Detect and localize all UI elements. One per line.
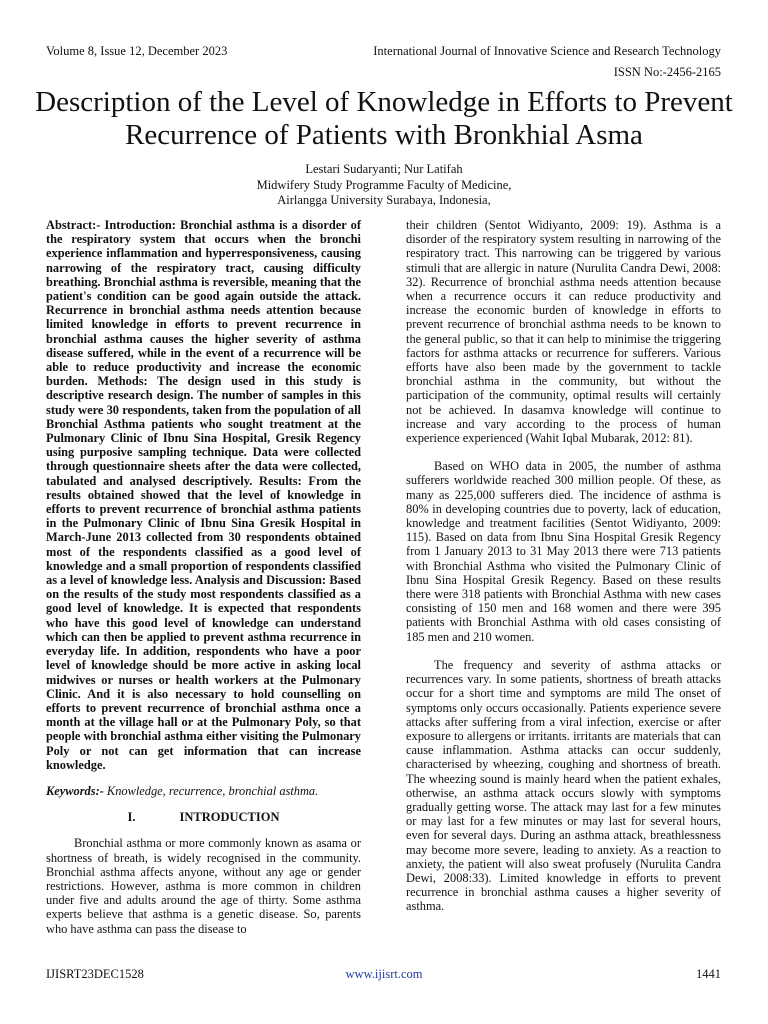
author-names: Lestari Sudaryanti; Nur Latifah xyxy=(305,162,463,176)
section-heading-introduction xyxy=(46,810,361,824)
section-number: I. xyxy=(127,810,136,825)
author-block xyxy=(0,162,768,209)
header-journal: International Journal of Innovative Science and Research Technology xyxy=(373,44,721,58)
header-volume: Volume 8, Issue 12, December 2023 xyxy=(46,44,228,58)
paper-title: Description of the Level of Knowledge in Efforts to Prevent Recurrence of Patients with Bronkhial Asma xyxy=(35,86,733,151)
right-paragraph-1: their children (Sentot Widiyanto, 2009: 19). Asthma is a disorder of the respiratory system resulting in narrowing of the respiratory tract. This narrowing can be triggered by various stimuli that are allergic in nature (Nurulita Candra Dewi, 2008: 32). Recurrence of bronchial asthma needs attention because when a recurrence occurs it can reduce productivity and increase the economic burden of knowledge in efforts to prevent recurrence of bronchial asthma needs to be known to the general public, so that it can help to minimise the triggering factors for asthma attacks or recurrence for sufferers. Various efforts have also been made by the government to tackle bronchial asthma in the community, but without the participation of the community, optimal results will certainly not be achieved. In dasamva knowledge will continue to increase and vary according to the process of human experience experienced (Wahit Iqbal Mubarak, 2012: 81). xyxy=(406,218,721,446)
intro-paragraph-1: Bronchial asthma or more commonly known as asama or shortness of breath, is widely recognised in the community. Bronchial asthma affects anyone, without any age or gender restrictions. However, asthma is more common in children under five and adults around the age of thirty. Some asthma experts believe that asthma is a genetic disease. So, parents who have asthma can pass the disease to xyxy=(46,836,361,936)
right-column xyxy=(406,218,721,914)
footer-page-number: 1441 xyxy=(696,967,721,981)
footer-url-link[interactable]: www.ijisrt.com xyxy=(345,967,423,981)
right-paragraph-2: Based on WHO data in 2005, the number of asthma sufferers worldwide reached 300 million people. Of these, as many as 225,000 sufferers died. The incidence of asthma is 80% in developing countries due to poverty, lack of education, knowledge and treatment facilities (Sentot Widiyanto, 2009: 115). Based on data from Ibnu Sina Hospital Gresik Regency from 1 January 2013 to 31 May 2013 there were 713 patients with Bronchial Asthma who visited the Pulmonary Clinic of Ibnu Sina Hospital Gresik Regency. Based on these results there were 318 patients with Bronchial Asthma with new cases consisting of 150 men and 168 women and there were 395 patients with Bronchial Asthma with old cases consisting of 185 men and 210 women. xyxy=(406,459,721,644)
footer-code: IJISRT23DEC1528 xyxy=(46,967,144,981)
author-affiliation-1: Midwifery Study Programme Faculty of Medicine, xyxy=(256,177,512,192)
keywords xyxy=(46,784,361,798)
right-paragraph-3: The frequency and severity of asthma attacks or recurrences vary. In some patients, shortness of breath attacks occur for a short time and symptoms are mild The onset of symptoms only occurs occasionally. Patients experience severe attacks after suffering from a viral infection, exercise or after exposure to allergens or irritants. irritants are materials that can cause inflammation. Asthma attacks can occur suddenly, characterised by wheezing, coughing and shortness of breath. The wheezing sound is mainly heard when the patient exhales, otherwise, an asthma attack occurs slowly with symptoms gradually getting worse. The attack may last for a few minutes or may last for a few minutes or may last for several hours, even for several days. During an asthma attack, breathlessness may become more severe, leading to anxiety. As a reaction to anxiety, the patient will also sweat profusely (Nurulita Candra Dewi, 2008:33). Limited knowledge in efforts to prevent recurrence in bronchial asthma causes a higher severity of asthma. xyxy=(406,657,721,914)
header-issn: ISSN No:-2456-2165 xyxy=(613,65,721,79)
keywords-text: Knowledge, recurrence, bronchial asthma. xyxy=(103,783,319,798)
section-title: INTRODUCTION xyxy=(179,810,280,825)
abstract: Abstract:- Introduction: Bronchial asthma is a disorder of the respiratory system that occurs when the bronchi experience inflammation and hyperresponsiveness, causing narrowing of the respiratory tract, causing difficulty breathing. Bronchial asthma is reversible, meaning that the patient's condition can be good again outside the attack. Recurrence in bronchial asthma needs attention because limited knowledge in efforts to prevent recurrence in bronchial asthma causes the higher severity of asthma disease suffered, while in the event of a recurrence will be able to reduce productivity and increase the economic burden. Methods: The design used in this study is descriptive research design. The number of samples in this study were 30 respondents, taken from the population of all Bronchial Asthma patients who sought treatment at the Pulmonary Clinic of Ibnu Sina Hospital, Gresik Regency using purposive sampling technique. Data were collected through questionnaire sheets after the data were collected, tabulated and analysed descriptively. Results: From the results obtained showed that the level of knowledge in efforts to prevent recurrence of bronchial asthma patients in the Pulmonary Clinic of Ibnu Sina Gresik Hospital in March-June 2013 collected from 30 respondents obtained most of the respondents classified as a good level of knowledge and a small proportion of respondents classified as a level of knowledge less. Analysis and Discussion: Based on the results of the study most respondents classified as a good level of knowledge. It is expected that respondents who have this good level of knowledge can understand which can then be applied to prevent asthma recurrence in everyday life. In addition, respondents who have a poor level of knowledge should be more active in asking local midwives or nurses or health workers at the Pulmonary Clinic. And it is also necessary to hold counselling on efforts to prevent recurrence of bronchial asthma once a month at the village hall or at the Pulmonary Poly, so that people with bronchial asthma either visiting the Pulmonary Poly or not can get information that can increase knowledge. xyxy=(46,218,361,772)
keywords-label: Keywords:- xyxy=(46,783,104,798)
left-column xyxy=(46,218,361,936)
author-affiliation-2: Airlangga University Surabaya, Indonesia, xyxy=(277,193,491,207)
